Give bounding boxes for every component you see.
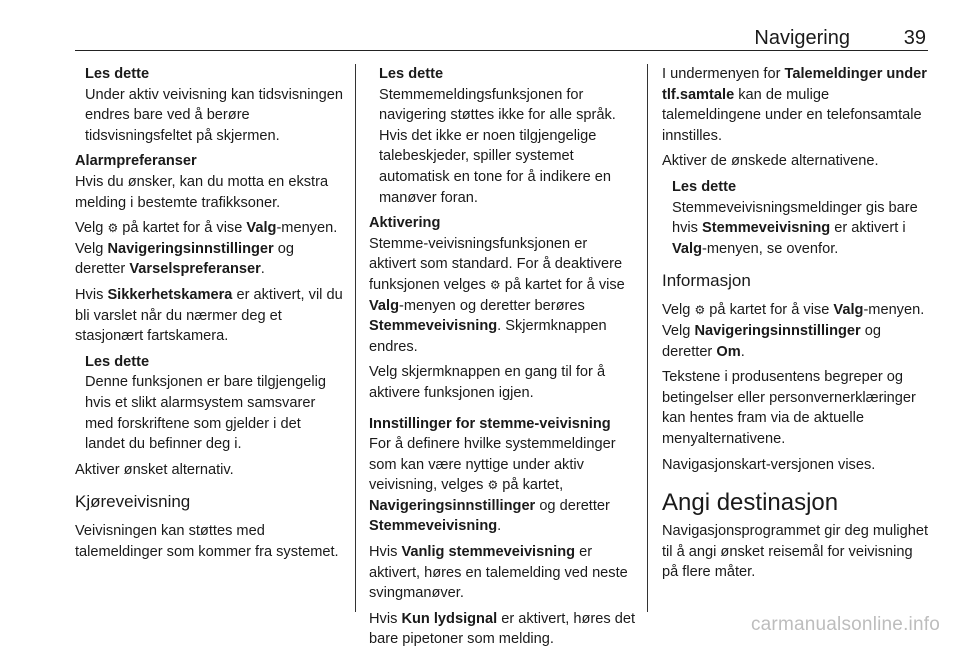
column-3	[662, 64, 930, 588]
settings-icon: ⚙	[107, 221, 119, 236]
note-text: Denne funksjonen er bare tilgjengelig hvis et slikt alarmsystem samsvarer med forskriftene som gjelder i det landet du befinner deg i.	[85, 374, 326, 453]
paragraph: Aktiver de ønskede alternativene.	[662, 153, 879, 170]
note-title: Les dette	[85, 66, 150, 82]
paragraph: For å definere hvilke systemmeldinger som kan være nyttige under aktiv veivisning, velges ⚙ på kartet, Navigeringsinnstillinger og deretter Stemmeveivisning.	[369, 436, 616, 535]
column-divider	[355, 64, 356, 612]
paragraph: Hvis du ønsker, kan du motta en ekstra melding i bestemte trafikksoner.	[75, 173, 329, 211]
paragraph: Navigasjonsprogrammet gir deg mulighet til å angi ønsket reisemål for veivisning på flere måter.	[662, 523, 929, 581]
paragraph: Aktiver ønsket alternativ.	[75, 461, 234, 478]
paragraph: Hvis Vanlig stemmeveivisning er aktivert, høres en talemelding ved neste svingmanøver.	[369, 544, 628, 602]
section-heading: Informasjon	[662, 271, 751, 291]
subheading: Aktivering	[369, 215, 441, 232]
paragraph: Hvis Sikkerhetskamera er aktivert, vil du bli varslet når du nærmer deg et stasjonært fartskamera.	[75, 286, 343, 345]
note-box	[75, 64, 343, 146]
settings-icon: ⚙	[489, 277, 501, 292]
note-box: Les dette Stemmeveivisningsmeldinger gis bare hvis Stemmeveivisning er aktivert i Valg-menyen, se ovenfor.	[662, 177, 930, 259]
page-header	[75, 27, 928, 51]
paragraph: Stemme-veivisningsfunksjonen er aktivert som standard. For å deaktivere funksjonen velges ⚙ på kartet for å vise Valg-menyen og deretter berøres Stemmeveivisning. Skjermknappen endres.	[369, 235, 625, 355]
chapter-heading: Angi destinasjon	[662, 489, 839, 517]
note-box	[75, 352, 343, 455]
column-1	[75, 64, 343, 567]
note-title: Les dette	[672, 178, 737, 195]
paragraph: Navigasjonskart-versjonen vises.	[662, 456, 876, 473]
page-number: 39	[903, 27, 926, 49]
section-heading: Kjøreveivisning	[75, 492, 191, 512]
paragraph: I undermenyen for Talemeldinger under tlf.samtale kan de mulige talemeldingene under en telefonsamtale innstilles.	[662, 66, 927, 144]
paragraph: Velg ⚙ på kartet for å vise Valg-menyen. Velg Navigeringsinnstillinger og deretter Varselspreferanser.	[75, 220, 338, 278]
column-divider	[647, 64, 648, 612]
paragraph: Velg ⚙ på kartet for å vise Valg-menyen. Velg Navigeringsinnstillinger og deretter Om.	[662, 302, 925, 360]
paragraph: Velg skjermknappen en gang til for å aktivere funksjonen igjen.	[369, 364, 606, 401]
note-title: Les dette	[379, 66, 444, 82]
settings-icon: ⚙	[694, 303, 706, 318]
paragraph: Hvis Kun lydsignal er aktivert, høres det bare pipetoner som melding.	[369, 610, 636, 648]
page-title: Navigering	[754, 27, 850, 49]
settings-icon: ⚙	[487, 478, 499, 493]
subheading: Innstillinger for stemme-veivisning	[369, 415, 611, 432]
note-title: Les dette	[85, 353, 150, 370]
column-2	[369, 64, 637, 655]
paragraph: Veivisningen kan støttes med talemeldinger som kommer fra systemet.	[75, 523, 339, 560]
subheading: Alarmpreferanser	[75, 153, 197, 170]
note-box	[369, 64, 637, 208]
paragraph: Tekstene i produsentens begreper og betingelser eller personvernerklæringer kan hentes fram via de aktuelle menyalternativene.	[662, 369, 916, 447]
watermark: carmanualsonline.info	[750, 614, 940, 635]
note-text: Stemmemeldingsfunksjonen for navigering støttes ikke for alle språk. Hvis det ikke er noen tilgjengelige talebeskjeder, spiller systemet automatisk en tone for å indikere en manøver foran.	[379, 86, 616, 206]
note-text: Under aktiv veivisning kan tidsvisningen endres bare ved å berøre tidsvisningsfeltet på skjermen.	[85, 86, 343, 144]
